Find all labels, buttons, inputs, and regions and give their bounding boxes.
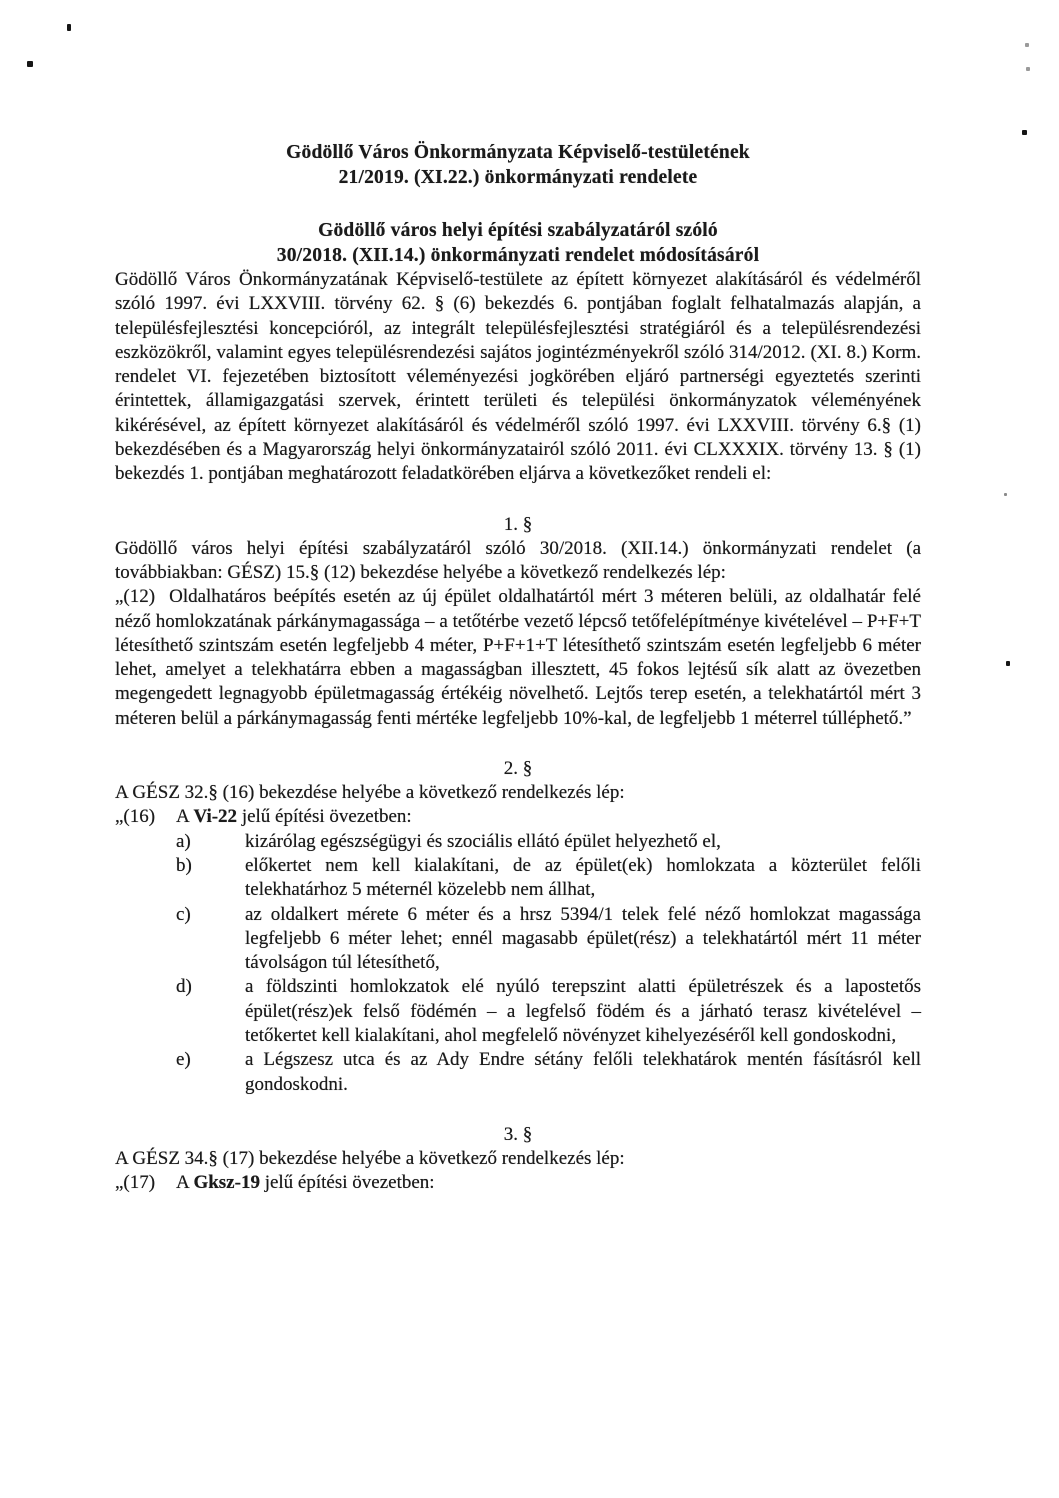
- preamble-paragraph: Gödöllő Város Önkormányzatának Képviselő-testülete az épített környezet alakításáról és védelméről szóló 1997. évi LXXVIII. törvény 62. § (6) bekezdés 6. pontjában foglalt felhatalmazás alapján, a településfejlesztési koncepcióról, az integrált településfejlesztési stratégiáról és a településrendezési eszközökről, valamint egyes településrendezési sajátos jogintézményekről szóló 314/2012. (XI. 8.) Korm. rendelet VI. fejezetében biztosított véleményezési jogkörében eljáró partnerségi egyeztetés szerinti érintettek, államigazgatási szervek, érintett területi és települési önkormányzatok véleményének kikérésével, az épített környezet alakításáról és védelméről szóló 1997. évi LXXVIII. törvény 6.§ (1) bekezdésében és a Magyarország helyi önkormányzatairól szóló 2011. évi CLXXXIX. törvény 13. § (1) bekezdés 1. pontjában meghatározott feladatkörében eljárva a következőket rendeli el:: [115, 269, 921, 485]
- section-2-quote-intro: [115, 805, 921, 829]
- scan-speck: [1026, 67, 1030, 71]
- quote-16-suffix: jelű építési övezetben:: [237, 806, 412, 828]
- list-text-d: a földszinti homlokzatok elé nyúló terepszint alatti épületrészek és a lapostetős épület(rész)ek felső födémén – a legfelső födém és a járható terasz kivételével – tetőkertet kell kialakítani, ahol megfelelő növényzet kihelyezéséről kell gondoskodni,: [245, 976, 921, 1047]
- scan-speck: [67, 24, 71, 31]
- document-title: [115, 140, 921, 190]
- section-1-lead: Gödöllő város helyi építési szabályzatáról szóló 30/2018. (XII.14.) önkormányzati rendelet (a továbbiakban: GÉSZ) 15.§ (12) bekezdése helyébe a következő rendelkezés lép:: [115, 537, 921, 583]
- subtitle-line-1: Gödöllő város helyi építési szabályzatáról szóló: [318, 220, 718, 241]
- title-line-2: 21/2019. (XI.22.) önkormányzati rendelete: [338, 167, 698, 188]
- section-1-heading: 1. §: [503, 513, 533, 535]
- quote-12-marker: „(12): [115, 586, 156, 608]
- zone-code-vi-22: Vi-22: [193, 806, 238, 828]
- zone-code-gksz-19: Gksz-19: [193, 1172, 260, 1194]
- list-text-b: előkertet nem kell kialakítani, de az épület(ek) homlokzata a közterület felőli telekhatárhoz 5 méternél közelebb nem állhat,: [245, 854, 921, 901]
- quote-17-prefix: A: [176, 1172, 194, 1194]
- title-line-1: Gödöllő Város Önkormányzata Képviselő-testületének: [286, 142, 750, 163]
- scan-speck: [1006, 661, 1010, 666]
- quote-17-marker: „(17): [115, 1172, 156, 1194]
- quote-12-text: Oldalhatáros beépítés esetén az új épület oldalhatártól mért 3 méteren belüli, az oldalhatár felé néző homlokzatának párkánymagassága – a tetőtérbe vezető lépcső tetőfelépítménye kivételével – P+F+T létesíthető szintszám esetén legfeljebb 4 méter, P+F+1+T létesíthető szintszám esetén legfeljebb 6 méter lehet, amelyet a telekhatárra ebben a magasságban illesztett, 45 fokos lejtésű sík alatt az övezetben megengedett legnagyobb épületmagasság értékéig növelhető. Lejtős terep esetén, a telekhatártól mért 3 méteren belül a párkánymagasság fenti mértéke legfeljebb 10%-kal, de legfeljebb 1 méterrel túlléphető.”: [115, 586, 921, 729]
- subtitle-line-2: 30/2018. (XII.14.) önkormányzati rendelet módosításáról: [276, 245, 760, 266]
- section-3-lead: A GÉSZ 34.§ (17) bekezdése helyébe a következő rendelkezés lép:: [115, 1147, 625, 1169]
- list-item-e: [115, 1048, 921, 1097]
- scan-speck: [1004, 493, 1007, 496]
- list-text-c: az oldalkert mérete 6 méter és a hrsz 5394/1 telek felé néző homlokzat magassága legfeljebb 6 méter lehet; ennél magasabb épület(rész) a telekhatártól mért 11 méter távolságon túl létesíthető,: [245, 903, 921, 974]
- scan-speck: [1022, 130, 1027, 135]
- section-3-heading: 3. §: [503, 1123, 533, 1145]
- list-marker-a: a): [176, 830, 191, 852]
- list-marker-e: e): [176, 1049, 191, 1071]
- section-2-lead: A GÉSZ 32.§ (16) bekezdése helyébe a következő rendelkezés lép:: [115, 782, 625, 804]
- scan-speck: [27, 61, 33, 67]
- section-3-quote-intro: [115, 1171, 921, 1195]
- document-content: [115, 0, 921, 1196]
- list-item-d: [115, 975, 921, 1048]
- quote-16-prefix: A: [176, 806, 194, 828]
- list-item-a: [115, 830, 921, 854]
- document-subtitle: [115, 218, 921, 268]
- list-item-b: [115, 854, 921, 903]
- quote-17-suffix: jelű építési övezetben:: [259, 1172, 435, 1194]
- list-text-e: a Légszesz utca és az Ady Endre sétány felőli telekhatárok mentén fásításról kell gondoskodni.: [245, 1049, 921, 1095]
- section-2-heading: 2. §: [503, 758, 533, 780]
- list-marker-d: d): [176, 976, 192, 998]
- list-text-a: kizárólag egészségügyi és szociális ellátó épület helyezhető el,: [245, 830, 721, 852]
- list-item-c: [115, 903, 921, 976]
- list-marker-c: c): [176, 903, 191, 925]
- section-1-quote: [115, 585, 921, 731]
- list-marker-b: b): [176, 854, 192, 876]
- scan-speck: [1025, 43, 1029, 47]
- quote-16-marker: „(16): [115, 806, 156, 828]
